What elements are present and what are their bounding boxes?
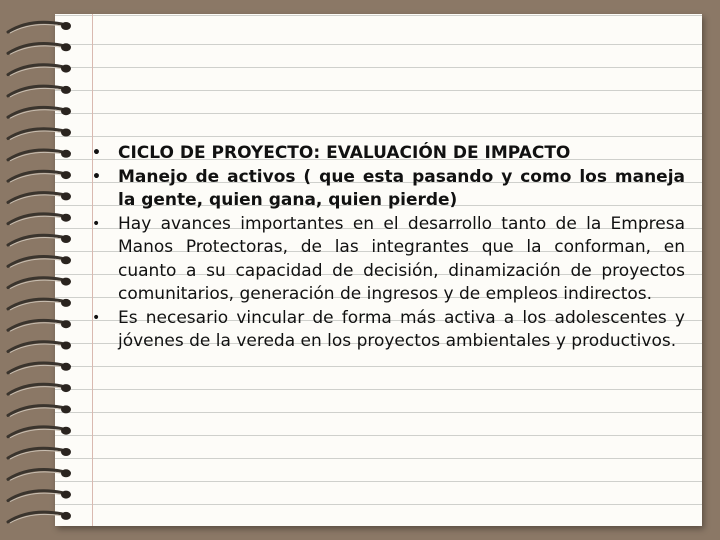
bullet-dot: • [92, 215, 101, 232]
spiral-ring [8, 22, 71, 33]
spiral-ring [8, 256, 71, 267]
bullet-dot: • [92, 168, 101, 185]
spiral-ring [8, 469, 71, 480]
spiral-ring [8, 150, 71, 161]
spiral-ring [8, 235, 71, 246]
spiral-ring [8, 491, 71, 502]
spiral-ring [8, 384, 71, 395]
spiral-ring [8, 86, 71, 97]
spiral-ring [8, 363, 71, 374]
spiral-ring [8, 299, 71, 310]
spiral-binding [0, 0, 80, 540]
spiral-ring [8, 278, 71, 289]
bullet-item [90, 166, 685, 213]
spiral-ring [8, 107, 71, 118]
bullet-item [90, 213, 685, 307]
bullet-dot: • [92, 145, 101, 161]
bullet-text: Hay avances importantes en el desarrollo tanto de la Empresa Manos Protectoras, de las integrantes que la conforman, en cuanto a su capacidad de decisión, dinamización de proyectos comunitarios, generación de ingresos y de empleos indirectos. [118, 213, 685, 304]
bullet-list [90, 142, 685, 354]
spiral-ring [8, 214, 71, 225]
spiral-ring [8, 43, 71, 54]
bullet-item [90, 142, 685, 166]
spiral-ring [8, 129, 71, 140]
bullet-text: CICLO DE PROYECTO: EVALUACIÓN DE IMPACTO [118, 143, 571, 163]
bullet-text: Es necesario vincular de forma más activa a los adolescentes y jóvenes de la vereda en los proyectos ambientales y productivos. [118, 307, 685, 351]
bullet-dot: • [92, 309, 101, 326]
spiral-ring [8, 405, 71, 416]
spiral-ring [8, 320, 71, 331]
spiral-ring [8, 427, 71, 438]
bullet-item [90, 307, 685, 354]
bullet-text: Manejo de activos ( que esta pasando y como los maneja la gente, quien gana, quien pierde) [118, 166, 685, 210]
spiral-ring [8, 342, 71, 353]
spiral-ring [8, 512, 71, 523]
spiral-ring [8, 65, 71, 76]
spiral-ring [8, 192, 71, 203]
spiral-ring [8, 448, 71, 459]
spiral-ring [8, 171, 71, 182]
